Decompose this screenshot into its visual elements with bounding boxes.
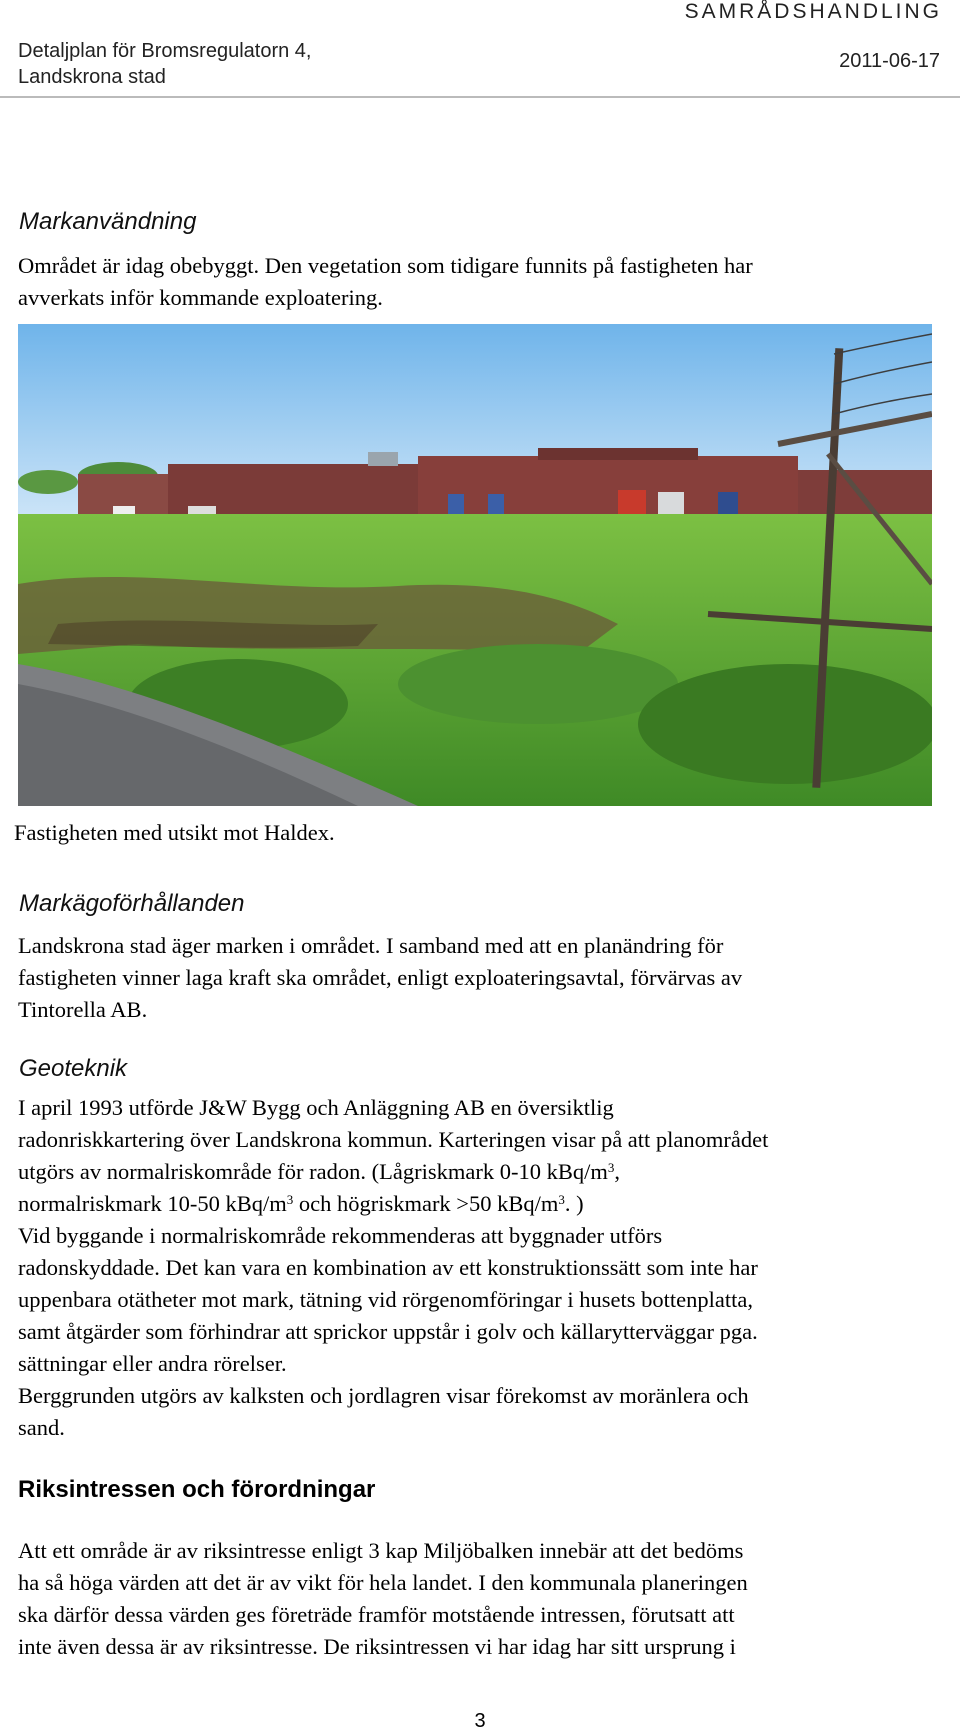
text-line: Att ett område är av riksintresse enligt 3 kap Miljöbalken innebär att det bedöms xyxy=(18,1538,744,1563)
text-line: uppenbara otätheter mot mark, tätning vid rörgenomföringar i husets bottenplatta, xyxy=(18,1287,754,1312)
document-title xyxy=(18,38,311,90)
text-line: Vid byggande i normalriskområde rekommenderas att byggnader utförs xyxy=(18,1223,663,1248)
document-date: 2011-06-17 xyxy=(839,50,940,72)
heading-geoteknik: Geoteknik xyxy=(19,1055,128,1082)
paragraph-riksintressen xyxy=(18,1535,958,1663)
document-title-line-2: Landskrona stad xyxy=(18,66,166,88)
text-line: fastigheten vinner laga kraft ska området, enligt exploateringsavtal, förvärvas av xyxy=(18,965,743,990)
text-line: ha så höga värden att det är av vikt för hela landet. I den kommunala planeringen xyxy=(18,1570,748,1595)
text-line: Tintorella AB. xyxy=(18,997,148,1022)
text-fragment: utgörs av normalriskområde för radon. (Lågriskmark 0-10 kBq/m xyxy=(18,1159,608,1184)
document-status-label: SAMRÅDSHANDLING xyxy=(684,0,942,23)
page-number: 3 xyxy=(474,1710,486,1732)
text-line: Landskrona stad äger marken i området. I samband med att en planändring för xyxy=(18,933,724,958)
heading-riksintressen: Riksintressen och förordningar xyxy=(18,1476,376,1503)
text-line: sand. xyxy=(18,1415,65,1440)
site-photo xyxy=(18,324,932,806)
site-photo-illustration xyxy=(18,324,932,806)
paragraph-markagoforhallanden xyxy=(18,930,958,1026)
heading-markagoforhallanden: Markägoförhållanden xyxy=(19,890,245,917)
text-line: Området är idag obebyggt. Den vegetation som tidigare funnits på fastigheten har xyxy=(18,253,753,278)
text-line: radonriskkartering över Landskrona kommun. Karteringen visar på att planområdet xyxy=(18,1127,769,1152)
text-fragment: , xyxy=(614,1159,620,1184)
superscript: 3 xyxy=(607,1160,615,1175)
superscript: 3 xyxy=(286,1192,294,1207)
paragraph-markanvandning xyxy=(18,250,958,314)
text-line xyxy=(18,1188,958,1220)
text-line: samt åtgärder som förhindrar att sprickor uppstår i golv och källarytterväggar pga. xyxy=(18,1319,758,1344)
text-fragment: normalriskmark 10-50 kBq/m xyxy=(18,1191,287,1216)
text-fragment: och högriskmark >50 kBq/m xyxy=(293,1191,559,1216)
paragraph-geoteknik xyxy=(18,1092,958,1444)
text-line: radonskyddade. Det kan vara en kombination av ett konstruktionssätt som inte har xyxy=(18,1255,758,1280)
text-line: sättningar eller andra rörelser. xyxy=(18,1351,287,1376)
photo-caption: Fastigheten med utsikt mot Haldex. xyxy=(14,820,335,845)
superscript: 3 xyxy=(558,1192,565,1207)
text-line: inte även dessa är av riksintresse. De riksintressen vi har idag har sitt ursprung i xyxy=(18,1634,736,1659)
heading-markanvandning: Markanvändning xyxy=(19,208,197,235)
text-fragment: . ) xyxy=(564,1191,584,1216)
text-line: Berggrunden utgörs av kalksten och jordlagren visar förekomst av moränlera och xyxy=(18,1383,749,1408)
text-line xyxy=(18,1156,958,1188)
text-line: avverkats inför kommande exploatering. xyxy=(18,285,383,310)
document-title-line-1: Detaljplan för Bromsregulatorn 4, xyxy=(18,40,312,62)
text-line: I april 1993 utförde J&W Bygg och Anläggning AB en översiktlig xyxy=(18,1095,614,1120)
header-divider xyxy=(0,96,960,98)
text-line: ska därför dessa värden ges företräde framför motstående intressen, förutsatt att xyxy=(18,1602,735,1627)
